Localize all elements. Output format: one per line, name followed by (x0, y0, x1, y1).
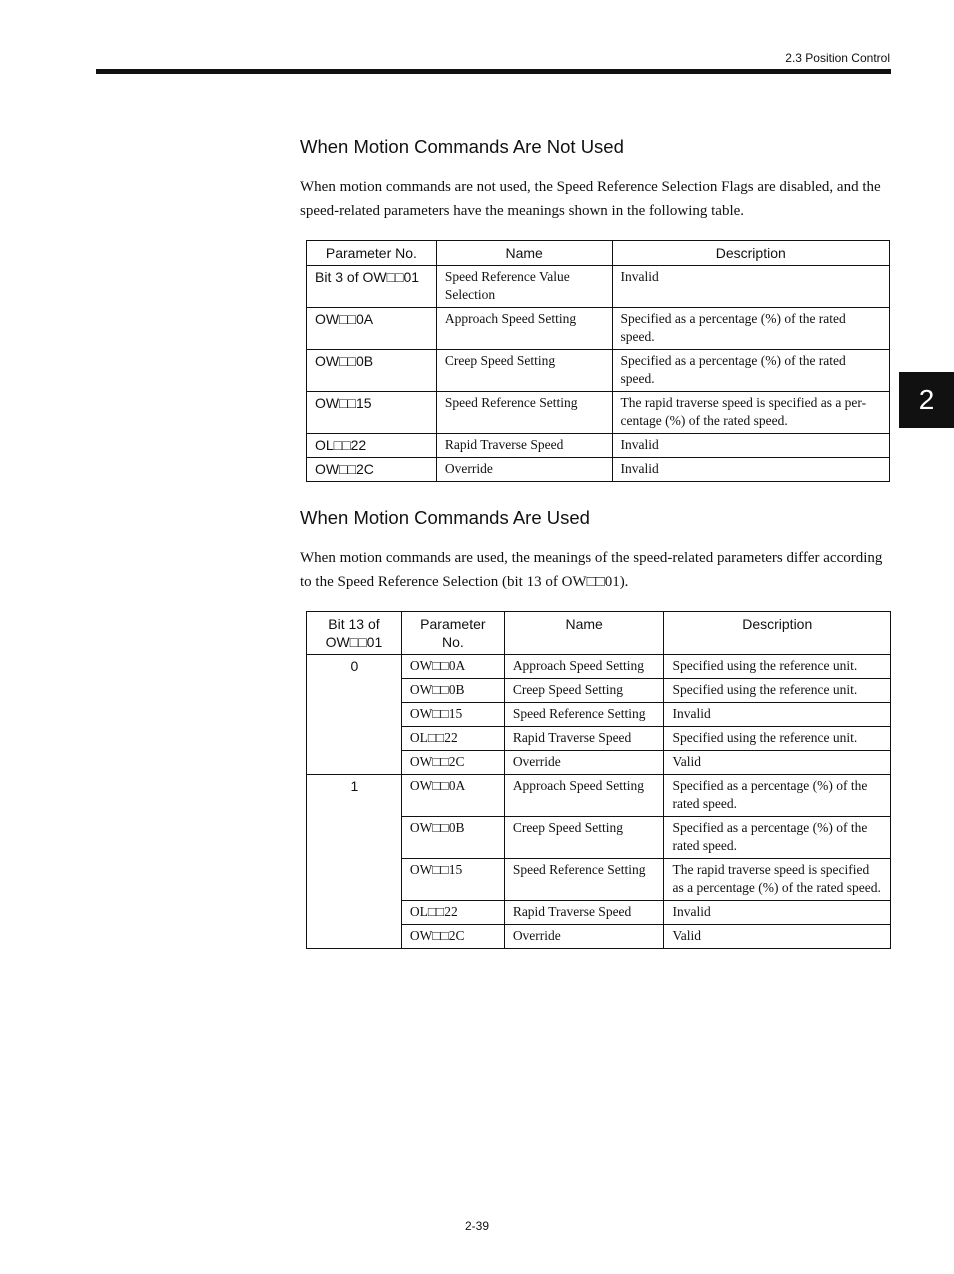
name-cell: Override (504, 925, 664, 949)
column-header: Description (612, 241, 889, 266)
name-cell: Creep Speed Setting (504, 817, 664, 859)
table-row (307, 392, 890, 434)
name-cell: Override (504, 751, 664, 775)
description-cell: Specified using the reference unit. (664, 727, 891, 751)
description-cell: Valid (664, 751, 891, 775)
name-cell: Approach Speed Setting (436, 308, 612, 350)
parameter-cell: OW□□15 (307, 392, 437, 434)
bit-value-cell: 0 (307, 655, 402, 775)
parameter-cell: OW□□2C (307, 458, 437, 482)
parameter-cell: OW□□15 (401, 703, 504, 727)
table-row (307, 775, 891, 817)
page-number: 2-39 (464, 1219, 490, 1233)
column-header: Description (664, 612, 891, 655)
section-header: 2.3 Position Control (785, 51, 890, 65)
parameter-cell: OW□□2C (401, 925, 504, 949)
description-cell: Valid (664, 925, 891, 949)
parameter-cell: OW□□0A (401, 775, 504, 817)
name-cell: Speed Reference Setting (504, 703, 664, 727)
parameter-cell: Bit 3 of OW□□01 (307, 266, 437, 308)
name-cell: Approach Speed Setting (504, 655, 664, 679)
header-rule (96, 69, 891, 74)
description-cell: Invalid (612, 434, 889, 458)
name-cell: Approach Speed Setting (504, 775, 664, 817)
description-cell: Specified as a percentage (%) of the rated speed. (612, 308, 889, 350)
column-header: Name (436, 241, 612, 266)
name-cell: Override (436, 458, 612, 482)
description-cell: The rapid traverse speed is specified as a per-centage (%) of the rated speed. (612, 392, 889, 434)
name-cell: Creep Speed Setting (504, 679, 664, 703)
name-cell: Rapid Traverse Speed (504, 901, 664, 925)
parameter-cell: OL□□22 (307, 434, 437, 458)
description-cell: Specified using the reference unit. (664, 679, 891, 703)
column-header: Bit 13 of OW□□01 (307, 612, 402, 655)
parameter-cell: OL□□22 (401, 727, 504, 751)
name-cell: Rapid Traverse Speed (504, 727, 664, 751)
table-row (307, 434, 890, 458)
name-cell: Speed Reference Value Selection (436, 266, 612, 308)
description-cell: Invalid (612, 458, 889, 482)
parameter-cell: OL□□22 (401, 901, 504, 925)
table-row (307, 655, 891, 679)
parameter-cell: OW□□15 (401, 859, 504, 901)
description-cell: Specified using the reference unit. (664, 655, 891, 679)
column-header: Name (504, 612, 664, 655)
parameter-cell: OW□□0B (401, 679, 504, 703)
table-not-used (306, 240, 890, 482)
description-cell: Specified as a percentage (%) of the rated speed. (664, 775, 891, 817)
table-row (307, 458, 890, 482)
description-cell: Invalid (612, 266, 889, 308)
section-paragraph-used: When motion commands are used, the meanings of the speed-related parameters differ according to the Speed Reference Selection (bit 13 of OW□□01). (300, 550, 883, 590)
table-row (307, 266, 890, 308)
name-cell: Creep Speed Setting (436, 350, 612, 392)
description-cell: Specified as a percentage (%) of the rated speed. (612, 350, 889, 392)
parameter-cell: OW□□0A (307, 308, 437, 350)
parameter-cell: OW□□0B (307, 350, 437, 392)
chapter-tab: 2 (899, 372, 954, 428)
name-cell: Speed Reference Setting (504, 859, 664, 901)
description-cell: The rapid traverse speed is specified as a percentage (%) of the rated speed. (664, 859, 891, 901)
parameter-cell: OW□□0B (401, 817, 504, 859)
section-heading-used: When Motion Commands Are Used (300, 507, 590, 528)
section-heading-not-used: When Motion Commands Are Not Used (300, 136, 624, 157)
description-cell: Invalid (664, 901, 891, 925)
name-cell: Speed Reference Setting (436, 392, 612, 434)
table-row (307, 308, 890, 350)
description-cell: Invalid (664, 703, 891, 727)
parameter-cell: OW□□2C (401, 751, 504, 775)
bit-value-cell: 1 (307, 775, 402, 949)
column-header: Parameter No. (307, 241, 437, 266)
parameter-cell: OW□□0A (401, 655, 504, 679)
table-row (307, 350, 890, 392)
name-cell: Rapid Traverse Speed (436, 434, 612, 458)
description-cell: Specified as a percentage (%) of the rated speed. (664, 817, 891, 859)
section-paragraph-not-used: When motion commands are not used, the Speed Reference Selection Flags are disabled, and the speed-related parameters have the meanings shown in the following table. (300, 179, 881, 219)
column-header: Parameter No. (401, 612, 504, 655)
table-used (306, 611, 891, 949)
